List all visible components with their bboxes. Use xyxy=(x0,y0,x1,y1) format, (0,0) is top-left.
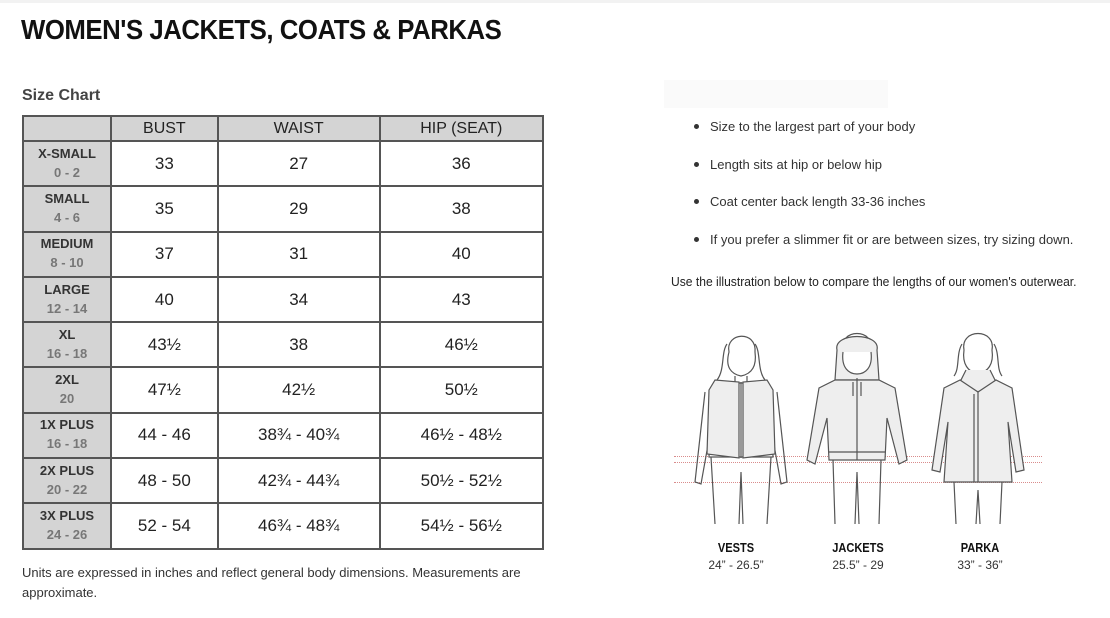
table-header-row xyxy=(23,116,543,141)
hip-value: 43 xyxy=(380,277,543,322)
table-row xyxy=(23,413,543,458)
size-range: 16 - 18 xyxy=(46,345,88,361)
table-row xyxy=(23,322,543,367)
waist-value: 34 xyxy=(218,277,380,322)
size-name: 2XL xyxy=(55,372,79,388)
vest-figure-icon xyxy=(681,322,801,526)
figure-label-jackets: JACKETS xyxy=(832,540,884,555)
size-range: 20 - 22 xyxy=(46,481,88,497)
waist-value: 31 xyxy=(218,232,380,277)
size-range: 0 - 2 xyxy=(53,164,80,180)
size-chart-heading: Size Chart xyxy=(22,87,101,104)
waist-value: 38 xyxy=(218,322,380,367)
table-row xyxy=(23,232,543,277)
waist-value: 29 xyxy=(218,186,380,231)
hip-value: 50½ - 52½ xyxy=(380,458,543,503)
size-range: 8 - 10 xyxy=(50,255,84,271)
size-name: MEDIUM xyxy=(40,236,94,252)
hip-value: 36 xyxy=(380,141,543,186)
fit-tip: If you prefer a slimmer fit or are between sizes, try sizing down. xyxy=(690,221,1073,259)
fit-tip: Size to the largest part of your body xyxy=(690,108,1073,146)
hip-value: 46½ - 48½ xyxy=(380,413,543,458)
size-name: 2X PLUS xyxy=(39,462,95,478)
size-cell xyxy=(23,232,111,277)
hip-value: 46½ xyxy=(380,322,543,367)
top-divider xyxy=(0,0,1110,3)
waist-value: 27 xyxy=(218,141,380,186)
figure-label-vests: VESTS xyxy=(717,540,755,555)
size-range: 16 - 18 xyxy=(46,436,88,452)
table-row xyxy=(23,458,543,503)
size-name: SMALL xyxy=(44,190,90,206)
bust-value: 35 xyxy=(111,186,218,231)
size-cell xyxy=(23,277,111,322)
figure-length-jackets: 25.5” - 29 xyxy=(832,558,884,572)
size-name: XL xyxy=(58,326,76,342)
table-row xyxy=(23,141,543,186)
bust-value: 37 xyxy=(111,232,218,277)
size-name: LARGE xyxy=(44,281,90,297)
fit-tip: Coat center back length 33-36 inches xyxy=(690,183,1073,221)
size-range: 12 - 14 xyxy=(46,300,88,316)
size-range: 20 xyxy=(59,391,75,407)
hip-value: 40 xyxy=(380,232,543,277)
waist-value: 38¾ - 40¾ xyxy=(218,413,380,458)
hip-value: 54½ - 56½ xyxy=(380,503,543,548)
parka-figure-icon xyxy=(918,322,1038,526)
fit-tips-list xyxy=(690,108,1073,258)
bust-value: 48 - 50 xyxy=(111,458,218,503)
size-range: 4 - 6 xyxy=(53,209,80,225)
size-chart-table xyxy=(22,115,544,550)
page-title: WOMEN'S JACKETS, COATS & PARKAS xyxy=(21,14,502,45)
header-waist: WAIST xyxy=(218,116,380,141)
size-cell xyxy=(23,186,111,231)
blank-banner xyxy=(664,80,888,108)
size-cell xyxy=(23,141,111,186)
figure-length-vests: 24” - 26.5” xyxy=(708,558,764,572)
waist-value: 42½ xyxy=(218,367,380,412)
figure-length-parka: 33” - 36” xyxy=(957,558,1003,572)
hip-value: 50½ xyxy=(380,367,543,412)
table-row xyxy=(23,186,543,231)
header-bust: BUST xyxy=(111,116,218,141)
table-row xyxy=(23,503,543,548)
size-cell xyxy=(23,413,111,458)
hip-value: 38 xyxy=(380,186,543,231)
waist-value: 42¾ - 44¾ xyxy=(218,458,380,503)
size-name: X-SMALL xyxy=(38,145,96,161)
bust-value: 43½ xyxy=(111,322,218,367)
size-cell xyxy=(23,458,111,503)
size-range: 24 - 26 xyxy=(46,527,88,543)
bust-value: 44 - 46 xyxy=(111,413,218,458)
compare-instructions: Use the illustration below to compare the lengths of our women's outerwear. xyxy=(671,274,1077,289)
units-note: Units are expressed in inches and reflect general body dimensions. Measurements are approximate. xyxy=(22,565,521,600)
bust-value: 52 - 54 xyxy=(111,503,218,548)
size-cell xyxy=(23,367,111,412)
table-row xyxy=(23,367,543,412)
bust-value: 47½ xyxy=(111,367,218,412)
fit-tip: Length sits at hip or below hip xyxy=(690,146,1073,184)
size-name: 3X PLUS xyxy=(39,508,95,524)
figure-label-parka: PARKA xyxy=(960,540,1000,555)
size-cell xyxy=(23,503,111,548)
size-name: 1X PLUS xyxy=(39,417,95,433)
table-row xyxy=(23,277,543,322)
header-size xyxy=(23,116,111,141)
bust-value: 33 xyxy=(111,141,218,186)
bust-value: 40 xyxy=(111,277,218,322)
jacket-figure-icon xyxy=(797,322,917,526)
header-hip: HIP (SEAT) xyxy=(380,116,543,141)
waist-value: 46¾ - 48¾ xyxy=(218,503,380,548)
size-cell xyxy=(23,322,111,367)
